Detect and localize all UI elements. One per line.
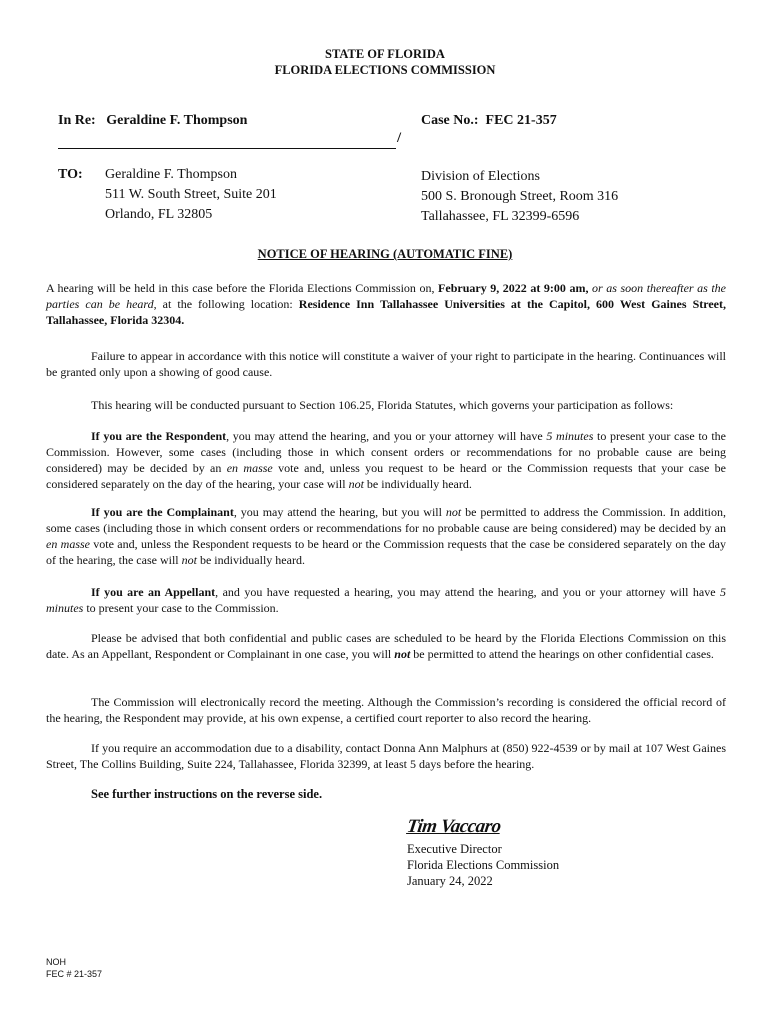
in-re-caption <box>58 113 247 129</box>
hearing-date: February 9, 2022 at 9:00 am, <box>438 281 589 295</box>
respondent-paragraph <box>46 428 726 492</box>
appellant-paragraph <box>46 584 726 616</box>
hearing-paragraph <box>46 280 726 328</box>
caption-slash: / <box>397 130 402 146</box>
copy-line: Division of Elections <box>421 169 540 184</box>
p5-text-c: vote and, unless the Respondent requests to be heard or the Commission requests that the case be considered separately on the day of the hearing, the case will <box>46 537 726 567</box>
p4-not: not <box>348 477 364 491</box>
p5-text-d: be individually heard. <box>196 553 305 567</box>
in-re-label: In Re: <box>58 113 96 128</box>
signer-org: Florida Elections Commission <box>407 858 560 872</box>
p4-text-c: vote and, unless you request to be heard or the Commission requests that your case be considered separately on the day of the hearing, your case will <box>46 461 726 491</box>
p6-minutes: 5 minutes <box>46 585 727 615</box>
signature-block <box>407 841 559 889</box>
p7-text-b: be permitted to attend the hearings on other confidential cases. <box>410 647 714 661</box>
signer-title: Executive Director <box>407 842 502 856</box>
copy-address <box>421 167 618 227</box>
complainant-lead: If you are the Complainant <box>91 505 234 519</box>
respondent-lead: If you are the Respondent <box>91 429 227 443</box>
appellant-lead: If you are an Appellant <box>91 585 216 599</box>
footer-noh: NOH <box>46 957 66 967</box>
p7-not: not <box>394 647 411 661</box>
confidential-paragraph <box>46 630 726 662</box>
p6-text-a: , and you have requested a hearing, you may attend the hearing, and you or your attorney will have <box>215 585 721 599</box>
p1-location-intro: , at the following location: <box>153 297 299 311</box>
copy-line: 500 S. Bronough Street, Room 316 <box>421 189 619 204</box>
case-number: FEC 21-357 <box>485 113 557 128</box>
recording-paragraph: The Commission will electronically record the meeting. Although the Commission’s recording is considered the official record of the hearing, the Respondent may provide, at his own expense, a certified court reporter to also record the hearing. <box>46 695 726 725</box>
p5-text-b: be permitted to address the Commission. In addition, some cases (including those in which consent orders or recommendations for no probable cause are being considered) may be decided by an <box>46 505 727 535</box>
recipient-line: 511 W. South Street, Suite 201 <box>105 187 277 202</box>
to-label: TO: <box>58 167 83 182</box>
recipient-line: Orlando, FL 32805 <box>105 207 213 222</box>
document-header <box>0 46 770 78</box>
complainant-paragraph <box>46 504 726 568</box>
p5-not-2: not <box>181 553 197 567</box>
recipient-line: Geraldine F. Thompson <box>105 167 237 182</box>
p7-text-a: Please be advised that both confidential and public cases are scheduled to be heard by the Florida Elections Commission on this date. As an Appellant, Respondent or Complainant in one case, you will <box>46 631 726 661</box>
p1-text: A hearing will be held in this case before the Florida Elections Commission on, <box>46 281 439 295</box>
statute-paragraph: This hearing will be conducted pursuant to Section 106.25, Florida Statutes, which governs your participation as follows: <box>91 398 674 412</box>
p4-text-a: , you may attend the hearing, and you or your attorney will have <box>226 429 547 443</box>
accommodation-paragraph: If you require an accommodation due to a disability, contact Donna Ann Malphurs at (850) 922-4539 or by mail at 107 West Gaines Street, The Collins Building, Suite 224, Tallahassee, Florida 32399, at least 5 days before the hearing. <box>46 741 726 771</box>
signature-date: January 24, 2022 <box>407 874 493 888</box>
recipient-address <box>105 165 277 225</box>
signature: Tim Vaccaro <box>405 816 503 837</box>
p5-text-a: , you may attend the hearing, but you will <box>233 505 446 519</box>
case-number-caption <box>421 113 557 129</box>
notice-title: NOTICE OF HEARING (AUTOMATIC FINE) <box>257 247 513 261</box>
p1-soon: or as soon thereafter as the parties can be heard <box>46 281 727 311</box>
hearing-location: Residence Inn Tallahassee Universities at the Capitol, 600 West Gaines Street, Tallahassee, Florida 32304. <box>46 297 726 327</box>
case-label: Case No.: <box>421 113 479 128</box>
failure-paragraph: Failure to appear in accordance with this notice will constitute a waiver of your right to participate in the hearing. Continuances will be granted only upon a showing of good cause. <box>46 349 726 379</box>
p6-text-b: to present your case to the Commission. <box>83 601 279 615</box>
caption-rule <box>58 148 396 149</box>
in-re-name: Geraldine F. Thompson <box>106 113 248 128</box>
p4-en-masse: en masse <box>226 461 273 475</box>
copy-line: Tallahassee, FL 32399-6596 <box>421 209 580 224</box>
p4-minutes: 5 minutes <box>546 429 594 443</box>
p4-text-d: be individually heard. <box>363 477 472 491</box>
p4-text-b: to present your case to the Commission. However, some cases (including those in which consent orders or recommendations for no probable cause are being considered) may be decided by an <box>46 429 727 475</box>
footer-fec: FEC # 21-357 <box>46 969 103 979</box>
header-commission: FLORIDA ELECTIONS COMMISSION <box>274 63 496 77</box>
header-state: STATE OF FLORIDA <box>325 47 445 61</box>
p5-not-1: not <box>445 505 462 519</box>
p5-en-masse: en masse <box>46 537 90 551</box>
reverse-side-note: See further instructions on the reverse side. <box>91 787 323 801</box>
footer-code <box>46 956 102 980</box>
